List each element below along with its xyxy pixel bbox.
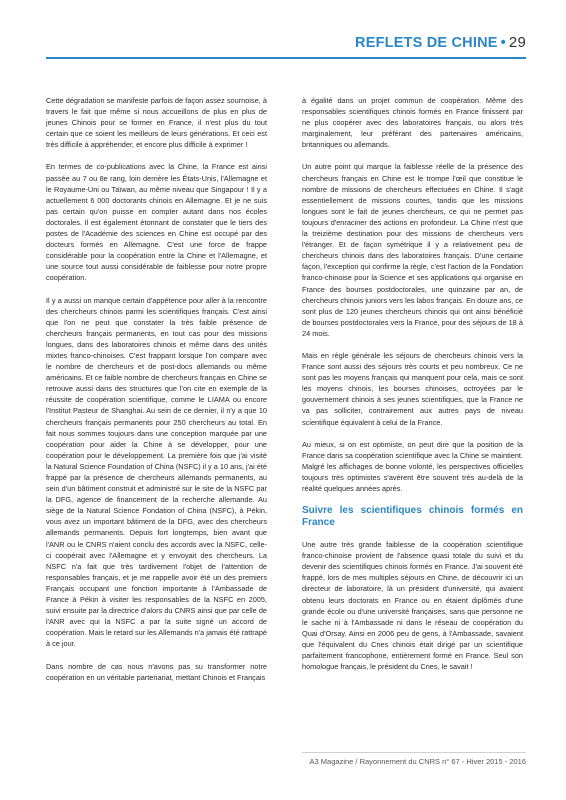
footer-rule [302,752,526,753]
left-column [46,95,267,694]
paragraph: Mais en règle générale les séjours de chercheurs chinois vers la France sont aussi des séjours très courts et peu nombreux. Ce ne sont pas les moyens français qui manquent pour cela, mais ce sont les moyens chinois, les bourses chinoises, octroyées par le gouvernement chinois à ses jeunes scientifiques, que la France ne va pas solliciter, contrairement aux autres pays de niveau scientifique équivalent à celui de la France. [302,350,523,427]
paragraph: Il y a aussi un manque certain d'appétence pour aller à la rencontre des chercheurs chinois parmi les scientifiques français. C'est ainsi que l'on ne peut que constater la très faible présence de chercheurs français permanents, en tout cas pour des missions longues, dans des laboratoires chinois et même dans des unités mixtes franco-chinoises. C'est frappant lorsque l'on compare avec le nombre de chercheurs et de post-docs allemands ou même américains. Et ce faible nombre de chercheurs français en Chine se retrouve aussi dans des structures que l'on cite en exemple de la réussite de coopération scientifique, comme le LIAMA ou encore l'Institut Pasteur de Shanghai. Au sein de ce dernier, il n'y a que 10 chercheurs français permanents pour 250 chercheurs au total. En fait nous sommes toujours dans une conception marquée par une coopération pour aider la Chine à se développer, pour une coopération pour le développement. La première fois que j'ai visité la Natural Science Foundation of China (NSFC) il y a 10 ans, j'ai été frappé par la présence de chercheurs allemands permanents, au sein d'un bâtiment construit et administré sur le site de la NSFC par la DFG, agence de financement de la recherche allemande. Au siège de la Natural Science Fondation of China (NSFC), à Pékin, vous avez un important bâtiment de la DFG, avec des chercheurs allemands permanents. Depuis fort longtemps, bien avant que l'ANR ou le CNRS n'aient conclu des accords avec la NSFC, celle-ci coopérait avec l'Allemagne et y envoyait des chercheurs. La NSFC n'a fait que très tardivement l'objet de l'attention de responsables français, et je me rappelle avoir été un des premiers Français occupant une fonction importante à l'Ambassade de France à Pékin à visiter les responsables de la NSFC en 2005, suivi ensuite par la directrice d'alors du CNRS ainsi que par celle de l'ANR avec qui la NSFC a par la suite signé un accord de coopération. Mais le retard sur les Allemands n'a jamais été rattrapé à ce jour. [46,295,268,649]
page-footer: A3 Magazine / Rayonnement du CNRS n° 67 - Hiver 2015 - 2016 [309,757,526,766]
paragraph: Cette dégradation se manifeste parfois de façon assez sournoise, à travers le fait que même si nous accueillons de plus en plus de jeunes Chinois pour se former en France, il n'est plus du tout certain que ce soient les meilleurs de leurs générations. Et ceci est très difficile à appréhender, et encore plus difficile à exprimer ! [46,96,267,150]
paragraph: Un autre point qui marque la faiblesse réelle de la présence des chercheurs français en Chine est le trompe l'œil que constitue le nombre de missions de chercheurs effectuées en Chine. Il s'agit essentiellement de missions courtes, tandis que les missions longues sont le fait de jeunes chercheurs, ce qui ne permet pas toujours d'enraciner des actions en profondeur. La Chine n'est que la treizième destination pour des missions de chercheurs vers l'étranger. Et de façon symétrique il y a relativement peu de chercheurs chinois dans des laboratoires français. D'une certaine façon, l'exception qui confirme la règle, c'est l'action de la Fondation franco-chinoise pour la Science et ses applications qui organise en France des bourses postdoctorales, une quinzaine par an, de chercheurs chinois juniors vers les labos français. En douze ans, ce sont plus de 120 jeunes chercheurs chinois qui ont ainsi bénéficié de bourses postdoctorales vers la France, pour des séjours de 18 à 24 mois. [302,162,523,338]
header-separator: • [500,35,506,51]
page-number: 29 [508,34,526,51]
section-title: REFLETS DE CHINE [355,35,498,51]
section-heading: Suivre les scientifiques chinois formés en France [302,505,523,529]
paragraph: Une autre très grande faiblesse de la coopération scientifique franco-chinoise provient de l'absence quasi totale du suivi et du devenir des scientifiques chinois formés en France. J'ai souvent été frappé, lors de mes multiples séjours en Chine, de découvrir ici un directeur de laboratoire, là un président d'université, qui avaient obtenu leurs doctorats en France ou en étaient diplômés d'une grande école ou d'une université françaises, sans que personne ne le sache ni à l'Ambassade ni dans le réseau de coopération du Quai d'Orsay. Ainsi en 2006 peu de gens, à l'Ambassade, savaient que l'équivalent du Cnes chinois était dirigé par un scientifique parfaitement francophone, entièrement formé en France. Seul son homologue français, le président du Cnes, le savait ! [302,540,523,672]
paragraph: En termes de co-publications avec la Chine, la France est ainsi passée au 7 ou 8e rang, loin derrière les États-Unis, l'Allemagne et le Royaume-Uni ou Taïwan, au même niveau que Singapour ! Il y a actuellement 6 000 doctorants chinois en Allemagne. Et je ne suis pas certain qu'on puisse en compter autant dans nos écoles doctorales. Il est également étonnant de constater que le tiers des postes de l'Académie des sciences en Chine est occupé par des docteurs formés en Allemagne. C'est une force de frappe considérable pour la coopération entre la Chine et l'Allemagne, et une source tout aussi considérable de faiblesse pour notre propre coopération. [46,162,267,283]
paragraph: à égalité dans un projet commun de coopération. Même des responsables scientifiques chinois formés en France finissent par ne plus coopérer avec des laboratoires français, ou alors très marginalement, leur préférant des partenaires américains, britanniques ou allemands. [302,96,523,150]
header-rule [46,57,526,59]
page-header [355,34,526,51]
paragraph: Dans nombre de cas nous n'avons pas su transformer notre coopération en un véritable partenariat, mettant Chinois et Français [46,661,267,682]
paragraph: Au mieux, si on est optimiste, on peut dire que la position de la France dans sa coopération scientifique avec la Chine se maintient. Malgré les affichages de bonne volonté, les perspectives officielles toujours très optimistes s'avèrent être souvent très au-delà de la réalité quelques années après. [302,439,523,493]
right-column [302,95,523,683]
